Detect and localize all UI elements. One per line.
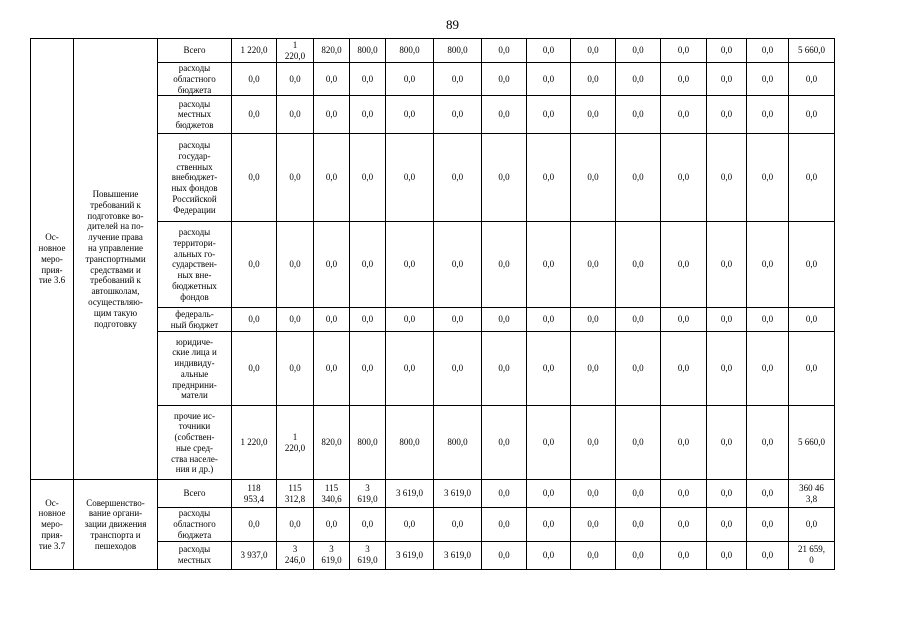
value-cell: 0,0 — [571, 541, 616, 569]
value-cell: 820,0 — [314, 406, 350, 480]
table-row — [31, 308, 878, 332]
value-cell: 0,0 — [661, 480, 707, 508]
value-cell: 0,0 — [616, 39, 661, 63]
table-row — [31, 480, 878, 508]
value-cell: 0,0 — [571, 134, 616, 222]
value-cell: 0,0 — [482, 332, 527, 406]
value-cell: 1 220,0 — [232, 406, 277, 480]
value-cell: 0,0 — [661, 406, 707, 480]
value-cell: 0,0 — [616, 308, 661, 332]
value-cell: 0,0 — [707, 308, 747, 332]
value-cell: 0,0 — [616, 541, 661, 569]
value-cell: 0,0 — [571, 222, 616, 308]
value-cell: 800,0 — [386, 406, 434, 480]
value-cell: 0,0 — [482, 96, 527, 134]
value-cell: 0,0 — [527, 332, 571, 406]
value-cell: 0,0 — [482, 222, 527, 308]
value-cell: 0,0 — [747, 39, 789, 63]
value-cell: 0,0 — [350, 134, 386, 222]
value-cell: 0,0 — [277, 508, 314, 541]
value-cell: 0,0 — [571, 96, 616, 134]
value-cell: 0,0 — [661, 332, 707, 406]
value-cell: 0,0 — [386, 96, 434, 134]
value-cell: 0,0 — [527, 541, 571, 569]
value-cell: 0,0 — [527, 480, 571, 508]
value-cell: 0,0 — [527, 134, 571, 222]
value-cell: 0,0 — [747, 63, 789, 96]
table-row — [31, 222, 878, 308]
value-cell: 0,0 — [707, 480, 747, 508]
table-row — [31, 96, 878, 134]
value-cell: 0,0 — [747, 508, 789, 541]
value-cell: 1 220,0 — [232, 39, 277, 63]
value-cell: 0,0 — [616, 332, 661, 406]
value-cell: 3 619,0 — [386, 541, 434, 569]
value-cell: 0,0 — [232, 222, 277, 308]
value-cell: 0,0 — [747, 134, 789, 222]
value-cell: 0,0 — [314, 308, 350, 332]
value-cell: 0,0 — [434, 134, 482, 222]
value-cell: 118 953,4 — [232, 480, 277, 508]
value-cell: 5 660,0 — [789, 39, 835, 63]
value-cell: 0,0 — [386, 63, 434, 96]
value-cell: 0,0 — [707, 406, 747, 480]
value-cell: 0,0 — [661, 96, 707, 134]
value-cell: 0,0 — [571, 480, 616, 508]
value-cell: 360 46 3,8 — [789, 480, 835, 508]
value-cell: 0,0 — [482, 508, 527, 541]
value-cell: 0,0 — [232, 508, 277, 541]
value-cell: 0,0 — [527, 222, 571, 308]
funding-source: расходы государ- ственных внебюджет- ных фондов Российской Федерации — [158, 134, 232, 222]
value-cell: 0,0 — [350, 308, 386, 332]
table-row — [31, 332, 878, 406]
funding-source: Всего — [158, 39, 232, 63]
value-cell: 0,0 — [482, 134, 527, 222]
value-cell: 0,0 — [707, 332, 747, 406]
value-cell: 0,0 — [661, 308, 707, 332]
value-cell: 0,0 — [707, 222, 747, 308]
value-cell: 0,0 — [350, 63, 386, 96]
value-cell: 1 220,0 — [277, 39, 314, 63]
value-cell: 0,0 — [386, 332, 434, 406]
value-cell: 0,0 — [314, 332, 350, 406]
measure-description: Повышение требований к подготовке во- дителей на по- лучение права на управление транспортными средствами и требований к автошколам, осуществляю- щим такую подготовку — [74, 39, 158, 480]
value-cell: 0,0 — [232, 308, 277, 332]
value-cell: 0,0 — [314, 96, 350, 134]
value-cell: 115 340,6 — [314, 480, 350, 508]
value-cell: 3 246,0 — [277, 541, 314, 569]
value-cell: 0,0 — [747, 308, 789, 332]
funding-source: расходы территори- альных го- сударствен- ных вне- бюджетных фондов — [158, 222, 232, 308]
value-cell: 0,0 — [661, 508, 707, 541]
value-cell: 0,0 — [616, 508, 661, 541]
value-cell: 0,0 — [277, 332, 314, 406]
value-cell: 1 220,0 — [277, 406, 314, 480]
value-cell: 3 619,0 — [434, 480, 482, 508]
value-cell: 0,0 — [232, 134, 277, 222]
value-cell: 21 659, 0 — [789, 541, 835, 569]
funding-source: федераль- ный бюджет — [158, 308, 232, 332]
value-cell: 0,0 — [707, 96, 747, 134]
value-cell: 0,0 — [789, 134, 835, 222]
value-cell: 0,0 — [482, 39, 527, 63]
value-cell: 0,0 — [277, 134, 314, 222]
measure-name: Ос- новное меро- прия- тие 3.6 — [31, 39, 74, 480]
value-cell: 0,0 — [707, 63, 747, 96]
value-cell: 0,0 — [707, 39, 747, 63]
value-cell: 0,0 — [482, 308, 527, 332]
value-cell: 0,0 — [789, 308, 835, 332]
value-cell: 0,0 — [571, 308, 616, 332]
value-cell: 0,0 — [350, 96, 386, 134]
value-cell: 800,0 — [434, 39, 482, 63]
value-cell: 0,0 — [434, 222, 482, 308]
value-cell: 3 619,0 — [386, 480, 434, 508]
value-cell: 0,0 — [747, 222, 789, 308]
value-cell: 0,0 — [314, 63, 350, 96]
value-cell: 0,0 — [232, 332, 277, 406]
value-cell: 800,0 — [350, 39, 386, 63]
value-cell: 0,0 — [789, 332, 835, 406]
value-cell: 0,0 — [661, 63, 707, 96]
value-cell: 800,0 — [350, 406, 386, 480]
value-cell: 0,0 — [350, 508, 386, 541]
value-cell: 0,0 — [789, 222, 835, 308]
value-cell: 0,0 — [747, 541, 789, 569]
value-cell: 800,0 — [434, 406, 482, 480]
page-number: 89 — [446, 17, 459, 32]
measure-description: Совершенство- вание органи- зации движения транспорта и пешеходов — [74, 480, 158, 569]
funding-source: прочие ис- точники (собствен- ные сред- ства населе- ния и др.) — [158, 406, 232, 480]
value-cell: 0,0 — [707, 508, 747, 541]
value-cell: 0,0 — [527, 406, 571, 480]
value-cell: 3 619,0 — [350, 480, 386, 508]
value-cell: 800,0 — [386, 39, 434, 63]
value-cell: 0,0 — [314, 508, 350, 541]
value-cell: 0,0 — [789, 508, 835, 541]
value-cell: 0,0 — [314, 222, 350, 308]
value-cell: 0,0 — [571, 508, 616, 541]
value-cell: 0,0 — [616, 96, 661, 134]
value-cell: 0,0 — [434, 508, 482, 541]
value-cell: 0,0 — [314, 134, 350, 222]
funding-source: юридиче- ские лица и индивиду- альные преднрини- матели — [158, 332, 232, 406]
value-cell: 820,0 — [314, 39, 350, 63]
value-cell: 0,0 — [482, 63, 527, 96]
value-cell: 0,0 — [747, 332, 789, 406]
value-cell: 0,0 — [571, 332, 616, 406]
value-cell: 0,0 — [616, 134, 661, 222]
value-cell: 3 619,0 — [434, 541, 482, 569]
table-row — [31, 134, 878, 222]
funding-source: расходы местных бюджетов — [158, 96, 232, 134]
value-cell: 0,0 — [482, 406, 527, 480]
funding-source: Всего — [158, 480, 232, 508]
value-cell: 0,0 — [434, 96, 482, 134]
table-row — [31, 406, 878, 480]
value-cell: 0,0 — [482, 480, 527, 508]
value-cell: 0,0 — [661, 39, 707, 63]
value-cell: 0,0 — [571, 39, 616, 63]
value-cell: 0,0 — [386, 134, 434, 222]
value-cell: 0,0 — [661, 541, 707, 569]
value-cell: 0,0 — [616, 63, 661, 96]
value-cell: 0,0 — [527, 508, 571, 541]
value-cell: 0,0 — [277, 96, 314, 134]
value-cell: 0,0 — [386, 508, 434, 541]
value-cell: 115 312,8 — [277, 480, 314, 508]
table-row — [31, 508, 878, 541]
value-cell: 3 619,0 — [314, 541, 350, 569]
value-cell: 0,0 — [616, 222, 661, 308]
value-cell: 0,0 — [707, 134, 747, 222]
value-cell: 0,0 — [277, 222, 314, 308]
value-cell: 0,0 — [277, 63, 314, 96]
value-cell: 0,0 — [527, 39, 571, 63]
value-cell: 0,0 — [232, 96, 277, 134]
funding-source: расходы областного бюджета — [158, 508, 232, 541]
value-cell: 0,0 — [616, 480, 661, 508]
value-cell: 0,0 — [527, 96, 571, 134]
value-cell: 0,0 — [386, 308, 434, 332]
value-cell: 0,0 — [616, 406, 661, 480]
value-cell: 0,0 — [661, 222, 707, 308]
value-cell: 0,0 — [527, 63, 571, 96]
value-cell: 0,0 — [527, 308, 571, 332]
value-cell: 0,0 — [434, 332, 482, 406]
funding-source: расходы местных — [158, 541, 232, 569]
value-cell: 0,0 — [350, 222, 386, 308]
budget-table — [30, 38, 878, 570]
value-cell: 0,0 — [571, 63, 616, 96]
value-cell: 0,0 — [386, 222, 434, 308]
value-cell: 0,0 — [661, 134, 707, 222]
value-cell: 0,0 — [482, 541, 527, 569]
value-cell: 3 937,0 — [232, 541, 277, 569]
measure-name: Ос- новное меро- прия- тие 3.7 — [31, 480, 74, 569]
value-cell: 0,0 — [747, 480, 789, 508]
value-cell: 0,0 — [571, 406, 616, 480]
value-cell: 5 660,0 — [789, 406, 835, 480]
table-row — [31, 39, 878, 63]
funding-source: расходы областного бюджета — [158, 63, 232, 96]
value-cell: 0,0 — [789, 96, 835, 134]
table-row — [31, 63, 878, 96]
value-cell: 0,0 — [707, 541, 747, 569]
value-cell: 0,0 — [789, 63, 835, 96]
value-cell: 3 619,0 — [350, 541, 386, 569]
value-cell: 0,0 — [434, 308, 482, 332]
value-cell: 0,0 — [350, 332, 386, 406]
value-cell: 0,0 — [232, 63, 277, 96]
table-row — [31, 541, 878, 569]
value-cell: 0,0 — [747, 406, 789, 480]
value-cell: 0,0 — [434, 63, 482, 96]
value-cell: 0,0 — [277, 308, 314, 332]
value-cell: 0,0 — [747, 96, 789, 134]
